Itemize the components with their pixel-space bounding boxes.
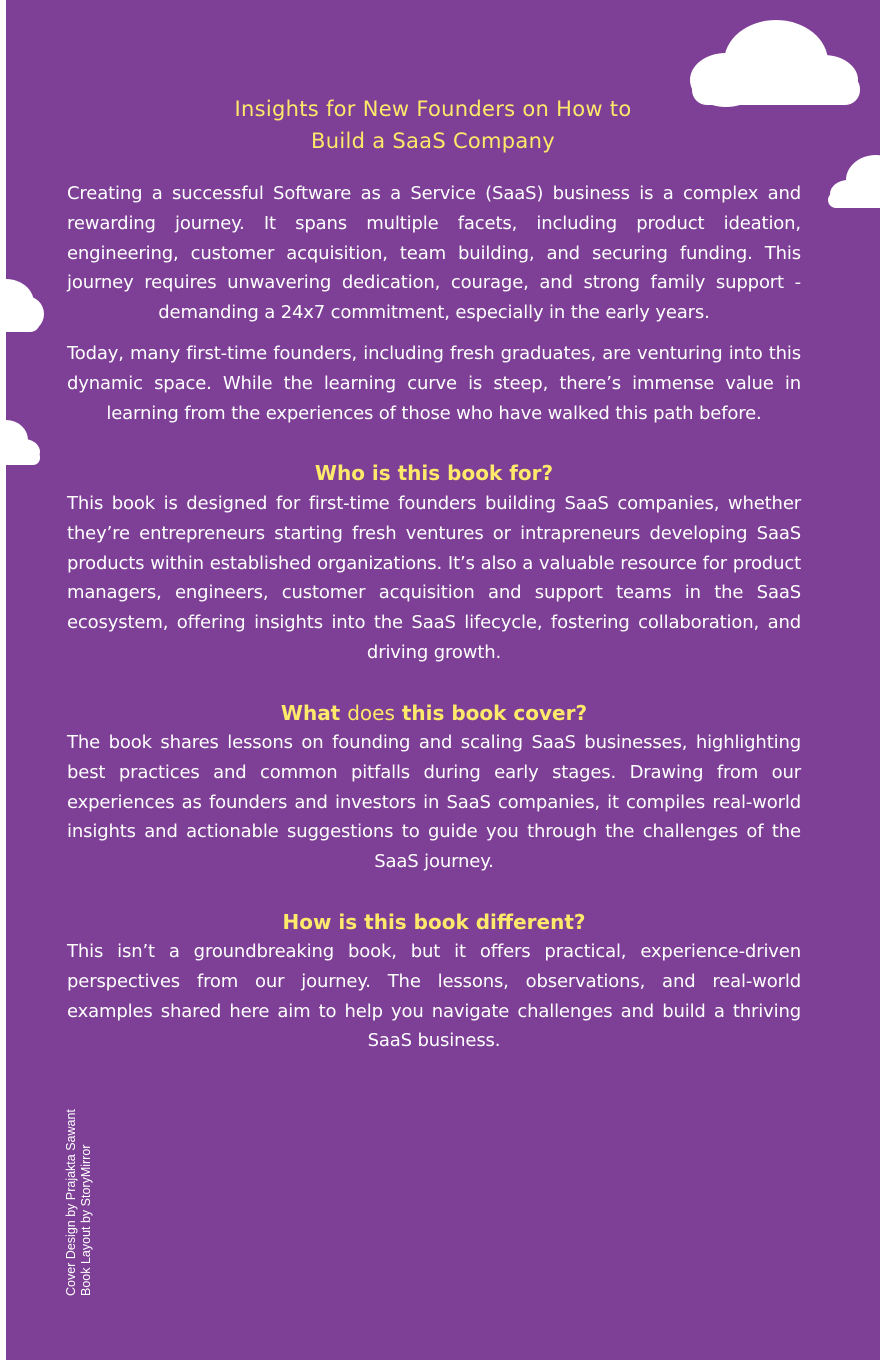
- cover-credits: [64, 1109, 94, 1296]
- what-heading-part-2: does: [347, 701, 395, 725]
- cover-design-credit: Cover Design by Prajakta Sawant: [64, 1109, 78, 1296]
- how-section-heading: How is this book different?: [282, 910, 586, 934]
- left-edge-cloud-icon: [6, 279, 44, 332]
- what-heading-part-3: this book cover?: [401, 701, 588, 725]
- what-section-body: The book shares lessons on founding and scaling SaaS businesses, highlighting best practices and common pitfalls during early stages. Drawing from our experiences as founders and investors in SaaS companies, it compiles real-world insights and actionable suggestions to guide you through the challenges of the SaaS journey.: [67, 732, 801, 873]
- what-section-heading: [67, 698, 801, 728]
- what-heading-part-1: What: [280, 701, 341, 725]
- how-section-body: This isn’t a groundbreaking book, but it offers practical, experience-driven perspectives from our journey. The lessons, observations, and real-world examples shared here aim to help you navigate challenges and build a thriving SaaS business.: [67, 941, 801, 1052]
- book-layout-credit: Book Layout by StoryMirror: [79, 1144, 93, 1296]
- who-section-heading: Who is this book for?: [314, 461, 554, 485]
- book-title-line-2: Build a SaaS Company: [311, 129, 555, 153]
- book-title: [146, 93, 720, 157]
- back-cover: [6, 0, 880, 1360]
- left-edge-small-cloud-icon: [6, 420, 40, 465]
- intro-paragraph-1: Creating a successful Software as a Service (SaaS) business is a complex and rewarding journey. It spans multiple facets, including product ideation, engineering, customer acquisition, team building, and securing funding. This journey requires unwavering dedication, courage, and strong family support - demanding a 24x7 commitment, especially in the early years.: [67, 183, 801, 324]
- intro-paragraph-2: Today, many first-time founders, including fresh graduates, are venturing into this dynamic space. While the learning curve is steep, there’s immense value in learning from the experiences of those who have walked this path before.: [67, 343, 801, 424]
- right-edge-cloud-icon: [828, 155, 880, 208]
- who-section-body: This book is designed for first-time founders building SaaS companies, whether they’re entrepreneurs starting fresh ventures or intrapreneurs developing SaaS products within established organizations. It’s also a valuable resource for product managers, engineers, customer acquisition and support teams in the SaaS ecosystem, offering insights into the SaaS lifecycle, fostering collaboration, and driving growth.: [67, 493, 801, 663]
- book-title-line-1: Insights for New Founders on How to: [234, 97, 632, 121]
